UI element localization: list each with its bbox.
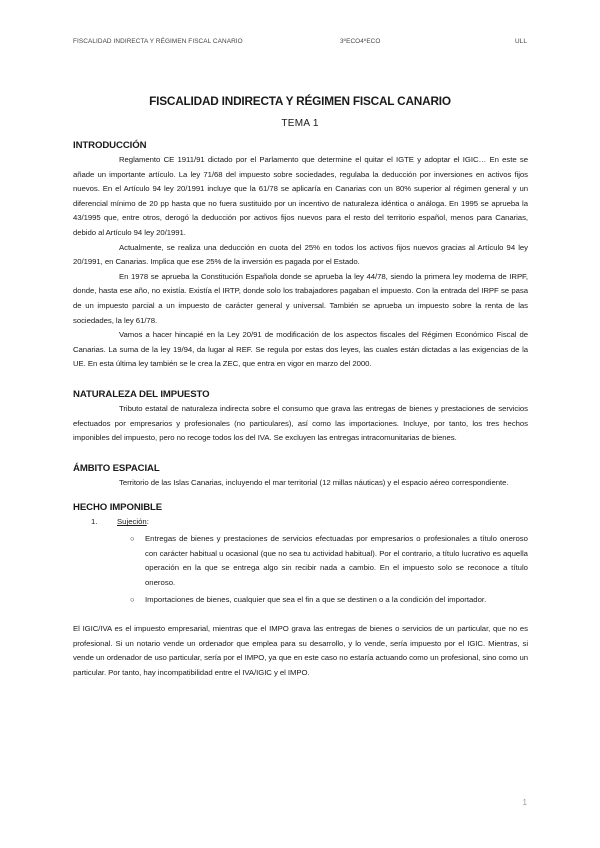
numbered-item-suffix: : [146, 517, 149, 527]
numbered-item-label: Sujeción [117, 517, 147, 527]
paragraph: Reglamento CE 1911/91 dictado por el Parlamento que determine el quitar el IGTE y adoptar el IGIC… En este se añade un importante artículo. La ley 71/68 del impuesto sobre sociedades, regulaba la deducción por inversiones en activos fijos nuevos. En el Artículo 94 ley 20/1991 incluye que la 61/78 se aplicaría en Canarias con un 80% superior al régimen general y un diferencial mínimo de 20 pp hasta que no fuera sustituido por un incentivo de naturaleza idéntica o análoga. En 1995 se aprueba la 43/1995 que, entre otros, derogó la deducción por activos fijos nuevos para el resto del territorio español, menos para Canarias, debido al Artículo 94 ley 20/1991. [73, 155, 528, 237]
paragraph: Tributo estatal de naturaleza indirecta sobre el consumo que grava las entregas de bienes y prestaciones de servicios efectuados por empresarios y profesionales (no particulares), así como las importaciones. Incluye, por tanto, los tres hechos imponibles del impuesto, pero no recoge todos los del IVA. Se excluyen las entregas intracomunitarias de bienes. [73, 403, 528, 443]
paragraph: Territorio de las Islas Canarias, incluyendo el mar territorial (12 millas náuticas) y el espacio aéreo correspondiente. [119, 477, 509, 487]
paragraph: Vamos a hacer hincapié en la Ley 20/91 de modificación de los aspectos fiscales del Régimen Económico Fiscal de Canarias. La suma de la ley 19/94, da lugar al REF. Se regula por estas dos leyes, las cuales están dictadas a las exigencias de la UE. En esta última ley también se le crea la ZEC, que entra en vigor en marzo del 2000. [73, 330, 528, 369]
document-body [73, 138, 528, 681]
section-heading-naturaleza: NATURALEZA DEL IMPUESTO [73, 388, 210, 400]
bullet-item [73, 593, 528, 608]
numbered-item-sujecion [73, 515, 528, 530]
bullet-text: Entregas de bienes y prestaciones de servicios efectuadas por empresarios o profesionales a título oneroso con carácter habitual u ocasional (que no sea tu actividad habitual). Por el contrario, a título lucrativo es aquella operación en la que se entrega algo sin recibir nada a cambio. En el impuesto solo se reconoce a título oneroso. [145, 534, 528, 588]
document-title: FISCALIDAD INDIRECTA Y RÉGIMEN FISCAL CANARIO [149, 94, 451, 108]
paragraph: Actualmente, se realiza una deducción en cuota del 25% en todos los activos fijos nuevos gracias al Artículo 94 ley 20/1991, en Canarias. Implica que ese 25% de la inversión es pagada por el Estado. [73, 242, 528, 267]
section-heading-ambito: ÁMBITO ESPACIAL [73, 462, 160, 474]
document-subtitle: TEMA 1 [281, 118, 319, 129]
section-heading-hecho-imponible: HECHO IMPONIBLE [73, 502, 163, 514]
circle-bullet-icon: ○ [130, 534, 135, 544]
header-course-title: FISCALIDAD INDIRECTA Y RÉGIMEN FISCAL CANARIO [73, 38, 243, 45]
bullet-text: Importaciones de bienes, cualquier que sea el fin a que se destinen o a la condición del importador. [145, 594, 487, 604]
running-header [73, 38, 527, 50]
bullet-item [73, 532, 528, 590]
header-course-code: 3ºECO4ºECO [340, 38, 381, 45]
paragraph: En 1978 se aprueba la Constitución Española donde se aprueba la ley 44/78, siendo la primera ley moderna de IRPF, donde, hasta ese año, no existía. Existía el IRTP, donde solo los trabajadores pagaban el impuesto. Con la entrada del IRPF se pasa de un impuesto parcial a un impuesto de carácter general y universal. También se aprueba un impuesto sobre la renta de las sociedades, la ley 61/78. [73, 271, 528, 325]
page-number: 1 [522, 798, 527, 807]
list-number: 1. [91, 517, 98, 527]
paragraph-closing: El IGIC/IVA es el impuesto empresarial, mientras que el IMPO grava las entregas de bienes o servicios de un particular, que no es profesional. Si un notario vende un ordenador que emplea para su desarrollo, y lo vende, sería impuesto por el IGIC. Mientras, si vende un ordenador de uso particular, sería por el IMPO, ya que en este caso no estaría actuando como un profesional, sino como un particular. Por tanto, hay incompatibilidad entre el IVA/IGIC y el IMPO. [73, 624, 528, 678]
section-heading-introduccion: INTRODUCCIÓN [73, 140, 147, 151]
circle-bullet-icon: ○ [130, 594, 135, 604]
header-university: ULL [514, 38, 527, 45]
